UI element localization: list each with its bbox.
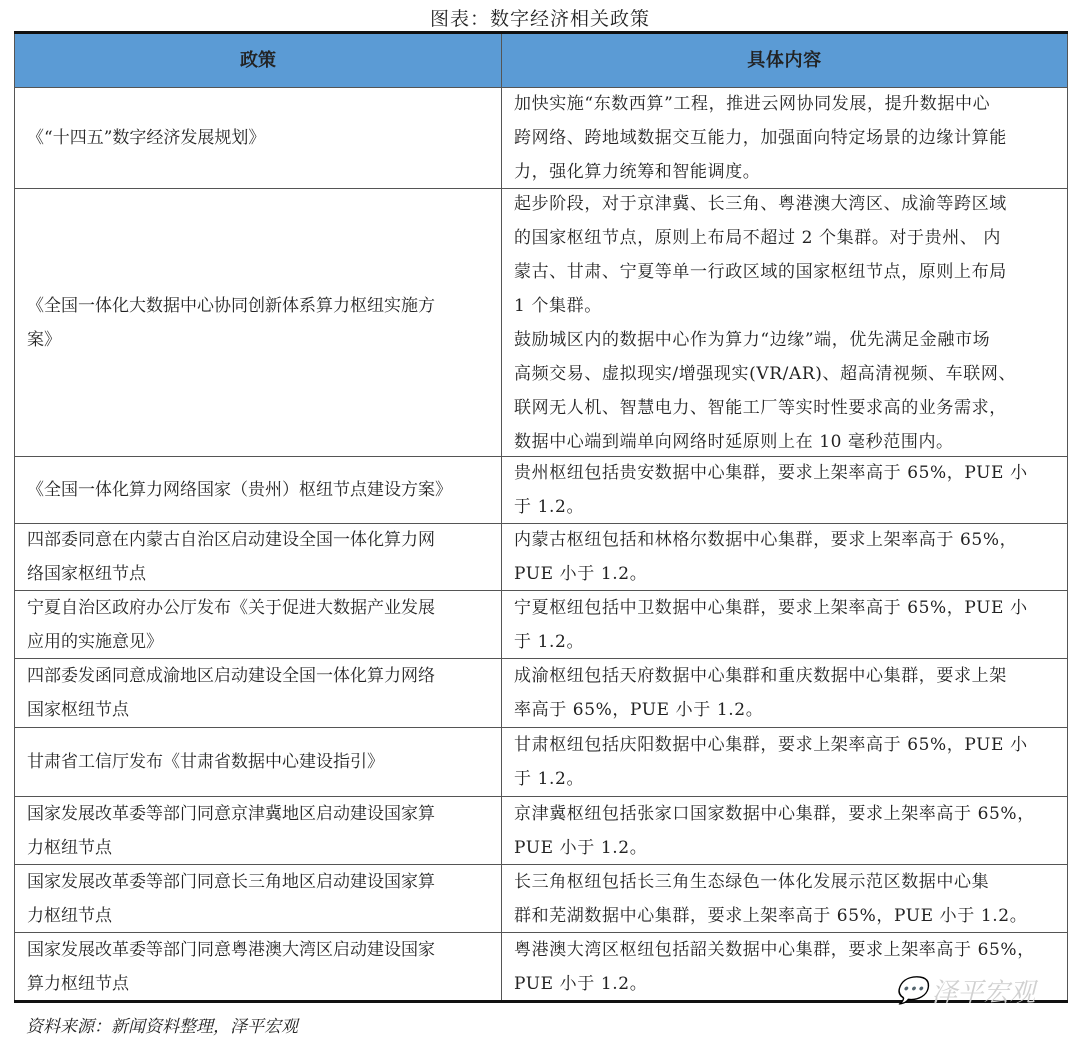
content-line: 贵州枢纽包括贵安数据中心集群，要求上架率高于 65%，PUE 小 [514, 463, 1028, 483]
policy-line: 应用的实施意见》 [27, 631, 163, 652]
content-line: 跨网络、跨地域数据交互能力，加强面向特定场景的边缘计算能 [514, 128, 1007, 148]
policy-cell [14, 797, 502, 864]
policy-cell [14, 728, 502, 796]
policy-table [14, 31, 1068, 1003]
wechat-icon: 💬 [895, 975, 928, 1006]
policy-line: 力枢纽节点 [27, 837, 112, 858]
content-line: 鼓励城区内的数据中心作为算力“边缘”端，优先满足金融市场 [514, 329, 991, 350]
policy-cell [14, 88, 502, 188]
content-line: 率高于 65%，PUE 小于 1.2。 [514, 700, 764, 720]
table-row [14, 524, 1068, 591]
table-header-row [14, 34, 1068, 88]
policy-line: 四部委发函同意成渝地区启动建设全国一体化算力网络 [27, 666, 435, 686]
policy-line: 国家枢纽节点 [27, 700, 129, 720]
policy-cell [14, 591, 502, 658]
policy-line: 络国家枢纽节点 [27, 564, 146, 584]
content-line: PUE 小于 1.2。 [514, 564, 648, 584]
policy-cell [14, 659, 502, 727]
content-line: 甘肃枢纽包括庆阳数据中心集群，要求上架率高于 65%，PUE 小 [514, 735, 1028, 755]
content-cell [502, 865, 1068, 932]
content-line: PUE 小于 1.2。 [514, 837, 648, 858]
policy-line: 四部委同意在内蒙古自治区启动建设全国一体化算力网 [27, 530, 435, 550]
source-note: 资料来源：新闻资料整理，泽平宏观 [26, 1017, 298, 1037]
content-line: 成渝枢纽包括天府数据中心集群和重庆数据中心集群，要求上架 [514, 666, 1007, 686]
content-line: 数据中心端到端单向网络时延原则上在 10 毫秒范围内。 [514, 431, 954, 452]
header-policy: 政策 [14, 34, 502, 87]
policy-line: 《全国一体化大数据中心协同创新体系算力枢纽实施方 [27, 295, 435, 316]
content-cell [502, 189, 1068, 456]
content-cell [502, 524, 1068, 590]
policy-line: 国家发展改革委等部门同意京津冀地区启动建设国家算 [27, 803, 435, 824]
table-row [14, 88, 1068, 189]
table-row [14, 457, 1068, 524]
policy-line: 《全国一体化算力网络国家（贵州）枢纽节点建设方案》 [27, 480, 452, 500]
content-line: 蒙古、甘肃、宁夏等单一行政区域的国家枢纽节点，原则上布局 [514, 261, 1007, 282]
content-line: 京津冀枢纽包括张家口国家数据中心集群，要求上架率高于 65%， [514, 803, 1035, 824]
table-row [14, 591, 1068, 659]
content-line: 加快实施“东数西算”工程，推进云网协同发展，提升数据中心 [514, 94, 991, 114]
policy-cell [14, 524, 502, 590]
content-line: 起步阶段，对于京津冀、长三角、粤港澳大湾区、成渝等跨区域 [514, 193, 1007, 214]
content-line: 高频交易、虚拟现实/增强现实(VR/AR)、超高清视频、车联网、 [514, 363, 1017, 384]
policy-line: 甘肃省工信厅发布《甘肃省数据中心建设指引》 [27, 752, 384, 772]
table-title: 图表：数字经济相关政策 [429, 8, 650, 30]
header-content: 具体内容 [502, 34, 1068, 87]
watermark-text: 泽平宏观 [931, 978, 1036, 1008]
table-row [14, 865, 1068, 933]
content-cell [502, 728, 1068, 796]
policy-cell [14, 865, 502, 932]
content-line: 内蒙古枢纽包括和林格尔数据中心集群，要求上架率高于 65%， [514, 530, 1018, 550]
policy-cell [14, 189, 502, 456]
content-line: 联网无人机、智慧电力、智能工厂等实时性要求高的业务需求， [514, 397, 1007, 418]
content-cell [502, 659, 1068, 727]
policy-cell [14, 457, 502, 523]
policy-line: 案》 [27, 329, 61, 350]
table-row [14, 797, 1068, 865]
content-cell [502, 591, 1068, 658]
content-line: 于 1.2。 [514, 631, 585, 652]
policy-line: 国家发展改革委等部门同意长三角地区启动建设国家算 [27, 871, 435, 892]
policy-line: 国家发展改革委等部门同意粤港澳大湾区启动建设国家 [27, 939, 435, 960]
content-line: 长三角枢纽包括长三角生态绿色一体化发展示范区数据中心集 [514, 871, 990, 892]
table-row [14, 728, 1068, 797]
watermark [895, 972, 1035, 1009]
content-line: PUE 小于 1.2。 [514, 973, 648, 994]
content-line: 宁夏枢纽包括中卫数据中心集群，要求上架率高于 65%，PUE 小 [514, 597, 1028, 618]
policy-cell [14, 933, 502, 1000]
policy-line: 宁夏自治区政府办公厅发布《关于促进大数据产业发展 [27, 597, 435, 618]
content-line: 1 个集群。 [514, 295, 602, 316]
content-line: 于 1.2。 [514, 769, 585, 789]
content-line: 于 1.2。 [514, 497, 585, 517]
content-line: 群和芜湖数据中心集群，要求上架率高于 65%，PUE 小于 1.2。 [514, 905, 1028, 926]
policy-line: 力枢纽节点 [27, 905, 112, 926]
content-cell [502, 457, 1068, 523]
content-line: 力，强化算力统筹和智能调度。 [514, 162, 761, 182]
content-cell [502, 797, 1068, 864]
policy-line: 《“十四五”数字经济发展规划》 [27, 128, 266, 148]
policy-line: 算力枢纽节点 [27, 973, 129, 994]
content-line: 的国家枢纽节点，原则上布局不超过 2 个集群。对于贵州、 内 [514, 227, 1002, 248]
content-line: 粤港澳大湾区枢纽包括韶关数据中心集群，要求上架率高于 65%， [514, 939, 1035, 960]
table-row [14, 189, 1068, 457]
table-row [14, 659, 1068, 728]
content-cell [502, 88, 1068, 188]
